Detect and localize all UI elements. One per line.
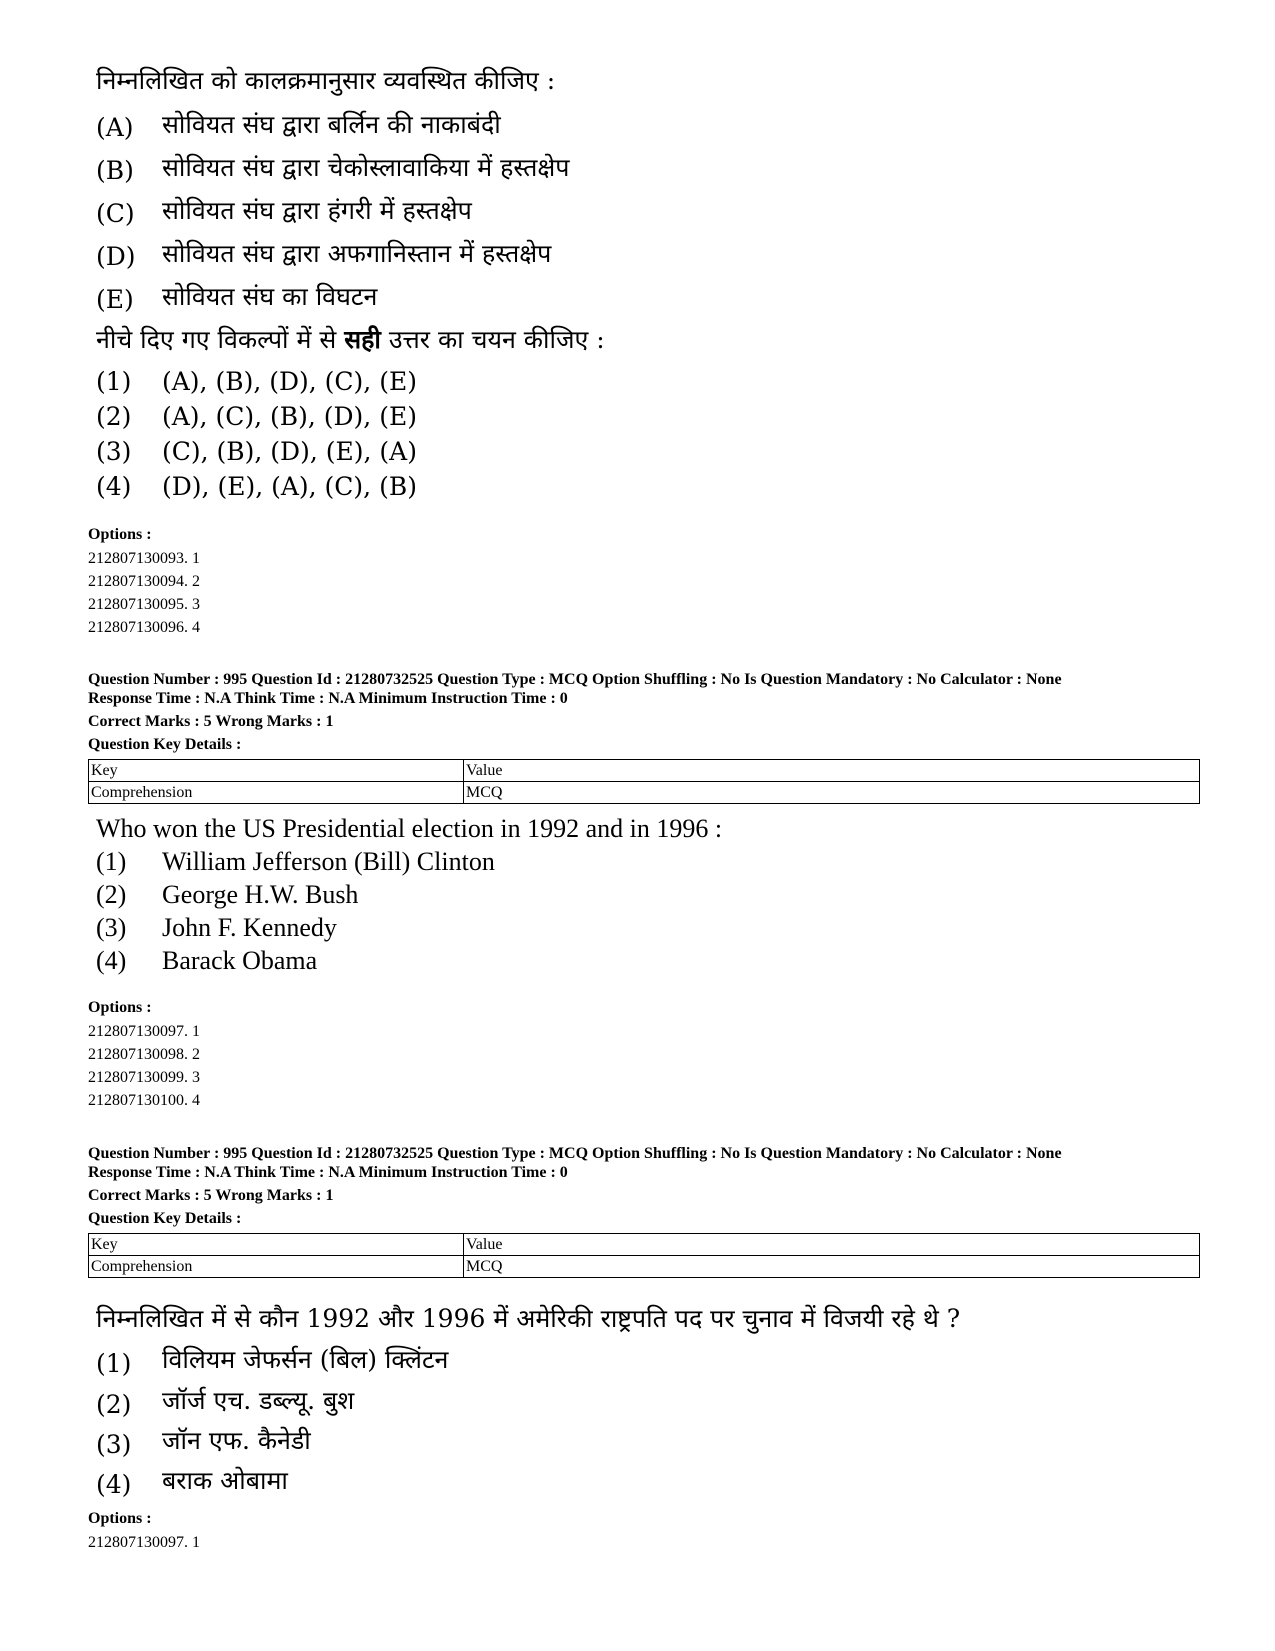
option-line: 212807130094. 2 (88, 573, 200, 590)
choice-text: बराक ओबामा (162, 1466, 288, 1495)
instruction (96, 327, 605, 352)
option-line: 212807130099. 3 (88, 1069, 200, 1086)
item-text: सोवियत संघ द्वारा अफगानिस्तान में हस्तक्षेप (162, 239, 552, 268)
choice-label: (1) (96, 847, 127, 876)
choice-label: (1) (96, 367, 132, 396)
choice-text: (A), (B), (D), (C), (E) (162, 367, 417, 396)
choice-label: (3) (96, 913, 127, 942)
item-text: सोवियत संघ द्वारा चेकोस्लावाकिया में हस्तक्षेप (162, 153, 570, 182)
table-header-row (89, 1234, 1200, 1256)
table-cell-value: MCQ (464, 782, 1200, 804)
choice-label: (1) (96, 1349, 132, 1378)
question-meta: Question Number : 995 Question Id : 21280732525 Question Type : MCQ Option Shuffling : No Is Question Mandatory : No Calculator : None (88, 1145, 1062, 1162)
item-label: (A) (96, 113, 134, 142)
choice-text: (A), (C), (B), (D), (E) (162, 402, 417, 431)
choice-label: (2) (96, 1390, 132, 1419)
question-title: निम्नलिखित में से कौन 1992 और 1996 में अमेरिकी राष्ट्रपति पद पर चुनाव में विजयी रहे थे ? (96, 1304, 961, 1333)
choice-label: (2) (96, 402, 132, 431)
options-heading: Options : (88, 1510, 152, 1527)
option-line: 212807130096. 4 (88, 619, 200, 636)
key-details-heading: Question Key Details : (88, 736, 242, 753)
table-header-value: Value (464, 760, 1200, 782)
question-title: निम्नलिखित को कालक्रमानुसार व्यवस्थित कीजिए : (96, 66, 556, 95)
choice-label: (4) (96, 472, 132, 501)
option-line: 212807130100. 4 (88, 1092, 200, 1109)
table-row (89, 1256, 1200, 1278)
choice-label: (3) (96, 437, 132, 466)
table-header-value: Value (464, 1234, 1200, 1256)
table-cell-key: Comprehension (89, 1256, 464, 1278)
table-header-key: Key (89, 1234, 464, 1256)
choice-text: William Jefferson (Bill) Clinton (162, 847, 495, 876)
table-row (89, 782, 1200, 804)
instruction-emphasis: सही (344, 325, 381, 354)
option-line: 212807130097. 1 (88, 1023, 200, 1040)
choice-label: (2) (96, 880, 127, 909)
question-meta: Response Time : N.A Think Time : N.A Minimum Instruction Time : 0 (88, 1164, 568, 1181)
key-details-table (88, 759, 1200, 804)
table-header-key: Key (89, 760, 464, 782)
item-text: सोवियत संघ द्वारा बर्लिन की नाकाबंदी (162, 110, 501, 139)
question-meta: Response Time : N.A Think Time : N.A Minimum Instruction Time : 0 (88, 690, 568, 707)
choice-text: Barack Obama (162, 946, 318, 975)
instruction-part: नीचे दिए गए विकल्पों में से (96, 325, 345, 354)
options-heading: Options : (88, 526, 152, 543)
choice-text: जॉर्ज एच. डब्ल्यू. बुश (162, 1386, 355, 1415)
question-title: Who won the US Presidential election in 1992 and in 1996 : (96, 814, 723, 843)
item-label: (B) (96, 156, 134, 185)
table-cell-key: Comprehension (89, 782, 464, 804)
choice-text: विलियम जेफर्सन (बिल) क्लिंटन (162, 1345, 449, 1374)
item-text: सोवियत संघ द्वारा हंगरी में हस्तक्षेप (162, 196, 472, 225)
option-line: 212807130098. 2 (88, 1046, 200, 1063)
marks-line: Correct Marks : 5 Wrong Marks : 1 (88, 713, 334, 730)
option-line: 212807130095. 3 (88, 596, 200, 613)
table-header-row (89, 760, 1200, 782)
marks-line: Correct Marks : 5 Wrong Marks : 1 (88, 1187, 334, 1204)
choice-label: (4) (96, 946, 127, 975)
question-meta: Question Number : 995 Question Id : 21280732525 Question Type : MCQ Option Shuffling : No Is Question Mandatory : No Calculator : None (88, 671, 1062, 688)
options-heading: Options : (88, 999, 152, 1016)
item-text: सोवियत संघ का विघटन (162, 282, 378, 311)
table-cell-value: MCQ (464, 1256, 1200, 1278)
choice-text: (C), (B), (D), (E), (A) (162, 437, 417, 466)
choice-text: George H.W. Bush (162, 880, 359, 909)
key-details-table (88, 1233, 1200, 1278)
choice-text: जॉन एफ. कैनेडी (162, 1426, 311, 1455)
item-label: (C) (96, 199, 135, 228)
choice-label: (3) (96, 1430, 132, 1459)
choice-text: (D), (E), (A), (C), (B) (162, 472, 417, 501)
option-line: 212807130093. 1 (88, 550, 200, 567)
item-label: (E) (96, 285, 134, 314)
choice-label: (4) (96, 1470, 132, 1499)
option-line: 212807130097. 1 (88, 1534, 200, 1551)
instruction-part: उत्तर का चयन कीजिए : (380, 325, 605, 354)
key-details-heading: Question Key Details : (88, 1210, 242, 1227)
item-label: (D) (96, 242, 136, 271)
choice-text: John F. Kennedy (162, 913, 337, 942)
